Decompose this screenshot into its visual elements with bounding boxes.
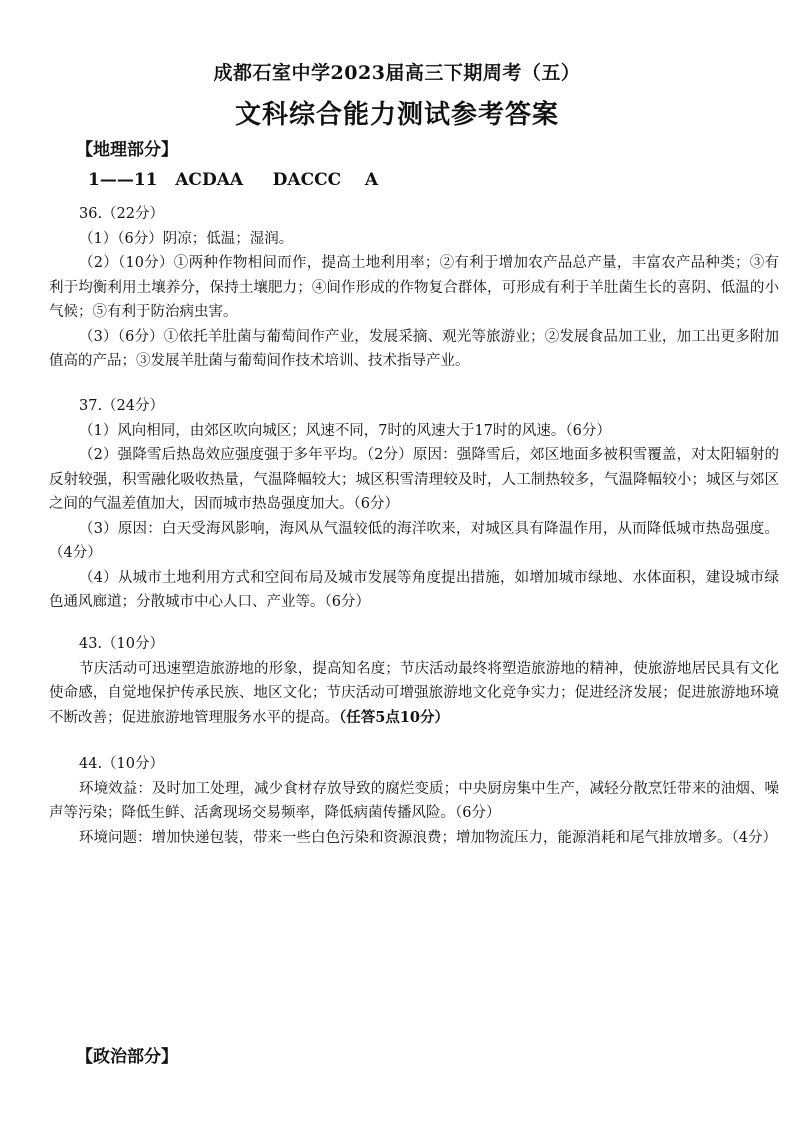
question-43-label: 43.（10分） [79,636,165,652]
question-37 [49,394,779,615]
question-43-text: 节庆活动可迅速塑造旅游地的形象，提高知名度；节庆活动最终将塑造旅游地的精神，使旅游地居民具有文化使命感，自觉地保护传承民族、地区文化；节庆活动可增强旅游地文化竞争实力；促进经济发展；促进旅游地环境不断改善；促进旅游地管理服务水平的提高。 [49,660,779,726]
question-37-part-2: （2）强降雪后热岛效应强度强于多年平均。（2分）原因：强降雪后，郊区地面多被积雪覆盖，对太阳辐射的反射较强，积雪融化吸收热量，气温降幅较大；城区积雪清理较及时，人工制热较多，气温降幅较小；城区与郊区之间的气温差值加大，因而城市热岛强度加大。（6分） [49,447,779,512]
question-43-scoring-note: （任答5点10分） [339,708,450,726]
question-44-part-2: 环境问题：增加快递包装，带来一些白色污染和资源浪费；增加物流压力，能源消耗和尾气排放增多。（4分） [79,829,777,846]
question-44-part-1: 环境效益：及时加工处理，减少食材存放导致的腐烂变质；中央厨房集中生产，减轻分散烹饪带来的油烟、噪声等污染；降低生鲜、活禽现场交易频率，降低病菌传播风险。（6分） [49,780,779,821]
question-37-label: 37.（24分） [79,398,165,414]
question-37-part-3: （3）原因：白天受海风影响，海风从气温较低的海洋吹来，对城区具有降温作用，从而降低城市热岛强度。（4分） [49,520,779,561]
question-43-body [49,657,779,731]
question-43 [49,632,779,730]
exam-title: 成都石室中学2023届高三下期周考（五） [213,62,581,84]
question-36-part-1: （1）（6分）阴凉；低温；湿润。 [79,230,294,247]
question-44 [49,752,779,850]
question-44-label: 44.（10分） [79,756,165,772]
question-36-part-3: （3）（6分）①依托羊肚菌与葡萄间作产业，发展采摘、观光等旅游业；②发展食品加工业，加工出更多附加值高的产品；③发展羊肚菌与葡萄间作技术培训、技术指导产业。 [49,328,779,369]
exam-subtitle: 文科综合能力测试参考答案 [234,100,559,130]
question-36-label: 36.（22分） [79,206,165,222]
mcq-answers: 1——11 ACDAA DACCC A [88,170,379,190]
politics-section-heading: 【政治部分】 [76,1047,178,1067]
question-37-part-4: （4）从城市土地利用方式和空间布局及城市发展等角度提出措施，如增加城市绿地、水体面积，建设城市绿色通风廊道；分散城市中心人口、产业等。（6分） [49,569,779,610]
question-37-part-1: （1）风向相同，由郊区吹向城区；风速不同，7时的风速大于17时的风速。（6分） [79,422,611,439]
question-36-part-2: （2）（10分）①两种作物相间而作，提高土地利用率；②有利于增加农产品总产量，丰富农产品种类；③有利于均衡利用土壤养分，保持土壤肥力；④间作形成的作物复合群体，可形成有利于羊肚菌生长的喜阴、低温的小气候；⑤有利于防治病虫害。 [49,255,779,320]
question-36 [49,202,779,374]
geography-section-heading: 【地理部分】 [76,140,178,160]
